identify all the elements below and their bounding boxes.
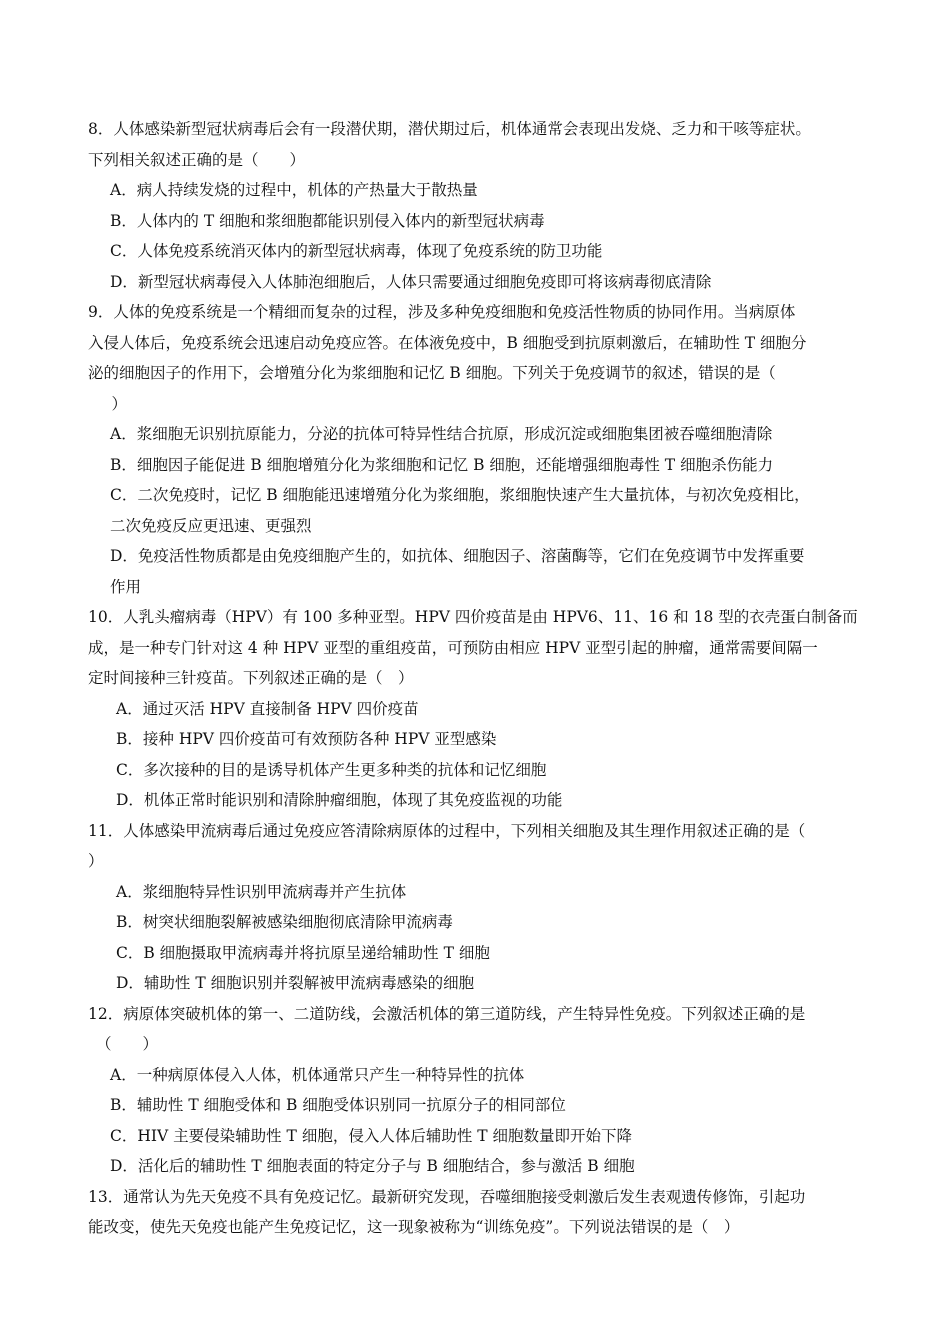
question-stem xyxy=(88,816,863,877)
option-a: A．病人持续发烧的过程中，机体的产热量大于散热量 xyxy=(110,181,478,199)
option-d: D．活化后的辅助性 T 细胞表面的特定分子与 B 细胞结合，参与激活 B 细胞 xyxy=(110,1157,635,1175)
stem-line: 13．通常认为先天免疫不具有免疫记忆。最新研究发现，吞噬细胞接受刺激后发生表观遗传修饰，引起功 xyxy=(88,1187,806,1206)
option-c: C．HIV 主要侵染辅助性 T 细胞，侵入人体后辅助性 T 细胞数量即开始下降 xyxy=(110,1126,633,1145)
question-stem xyxy=(88,1182,863,1243)
option-line: C．二次免疫时，记忆 B 细胞能迅速增殖分化为浆细胞，浆细胞快速产生大量抗体，与初次免疫相比， xyxy=(110,486,810,504)
stem-line: 9．人体的免疫系统是一个精细而复杂的过程，涉及多种免疫细胞和免疫活性物质的协同作用。当病原体 xyxy=(88,303,796,321)
question-9 xyxy=(88,297,863,602)
option-a: A．浆细胞特异性识别甲流病毒并产生抗体 xyxy=(116,882,407,901)
option-b: B．细胞因子能促进 B 细胞增殖分化为浆细胞和记忆 B 细胞，还能增强细胞毒性 T 细胞杀伤能力 xyxy=(110,455,774,474)
question-list xyxy=(88,114,863,1243)
option-d: D．辅助性 T 细胞识别并裂解被甲流病毒感染的细胞 xyxy=(116,974,475,992)
option-c xyxy=(88,480,863,541)
option-b: B．接种 HPV 四价疫苗可有效预防各种 HPV 亚型感染 xyxy=(116,730,497,748)
stem-line: 10．人乳头瘤病毒（HPV）有 100 多种亚型。HPV 四价疫苗是由 HPV6、11、16 和 18 型的衣壳蛋白制备而 xyxy=(88,608,858,626)
stem-line: （ ） xyxy=(96,1035,159,1053)
option-line: 二次免疫反应更迅速、更强烈 xyxy=(110,516,312,535)
option-line: D．免疫活性物质都是由免疫细胞产生的，如抗体、细胞因子、溶菌酶等，它们在免疫调节中发挥重要 xyxy=(110,547,805,565)
option-d: D．新型冠状病毒侵入人体肺泡细胞后，人体只需要通过细胞免疫即可将该病毒彻底清除 xyxy=(110,272,712,291)
stem-line: 8．人体感染新型冠状病毒后会有一段潜伏期，潜伏期过后，机体通常会表现出发烧、乏力和干咳等症状。 xyxy=(88,120,811,138)
option-c: C．多次接种的目的是诱导机体产生更多种类的抗体和记忆细胞 xyxy=(116,760,547,779)
option-d: D．机体正常时能识别和清除肿瘤细胞，体现了其免疫监视的功能 xyxy=(116,791,563,809)
question-12 xyxy=(88,999,863,1182)
stem-line: 下列相关叙述正确的是（ ） xyxy=(88,150,306,169)
stem-line: 能改变，使先天免疫也能产生免疫记忆，这一现象被称为“训练免疫”。下列说法错误的是（ ） xyxy=(88,1218,740,1236)
stem-line: 泌的细胞因子的作用下，会增殖分化为浆细胞和记忆 B 细胞。下列关于免疫调节的叙述，错误的是（ xyxy=(88,364,776,382)
question-8 xyxy=(88,114,863,297)
option-a: A．一种病原体侵入人体，机体通常只产生一种特异性的抗体 xyxy=(110,1065,525,1084)
stem-line: ） xyxy=(96,394,128,413)
question-stem xyxy=(88,114,863,175)
stem-line: 12．病原体突破机体的第一、二道防线，会激活机体的第三道防线，产生特异性免疫。下列叙述正确的是 xyxy=(88,1004,806,1023)
option-c: C．B 细胞摄取甲流病毒并将抗原呈递给辅助性 T 细胞 xyxy=(116,943,490,962)
option-a: A．通过灭活 HPV 直接制备 HPV 四价疫苗 xyxy=(116,699,419,718)
question-11 xyxy=(88,816,863,999)
option-c: C．人体免疫系统消灭体内的新型冠状病毒，体现了免疫系统的防卫功能 xyxy=(110,242,603,260)
option-b: B．辅助性 T 细胞受体和 B 细胞受体识别同一抗原分子的相同部位 xyxy=(110,1096,566,1114)
question-stem xyxy=(88,999,863,1060)
option-a: A．浆细胞无识别抗原能力，分泌的抗体可特异性结合抗原，形成沉淀或细胞集团被吞噬细胞清除 xyxy=(110,425,773,443)
stem-line: 入侵人体后，免疫系统会迅速启动免疫应答。在体液免疫中，B 细胞受到抗原刺激后，在辅助性 T 细胞分 xyxy=(88,333,807,352)
option-b: B．树突状细胞裂解被感染细胞彻底清除甲流病毒 xyxy=(116,913,453,931)
question-stem xyxy=(88,297,863,419)
option-line: 作用 xyxy=(110,577,142,596)
stem-line: 成，是一种专门针对这 4 种 HPV 亚型的重组疫苗，可预防由相应 HPV 亚型引起的肿瘤，通常需要间隔一 xyxy=(88,638,818,657)
option-b: B．人体内的 T 细胞和浆细胞都能识别侵入体内的新型冠状病毒 xyxy=(110,211,545,230)
question-10 xyxy=(88,602,863,816)
stem-line: ） xyxy=(88,852,104,870)
question-stem xyxy=(88,602,863,694)
option-d xyxy=(88,541,863,602)
stem-line: 定时间接种三针疫苗。下列叙述正确的是（ ） xyxy=(88,669,414,687)
question-13 xyxy=(88,1182,863,1243)
stem-line: 11．人体感染甲流病毒后通过免疫应答清除病原体的过程中，下列相关细胞及其生理作用叙述正确的是（ xyxy=(88,821,806,840)
